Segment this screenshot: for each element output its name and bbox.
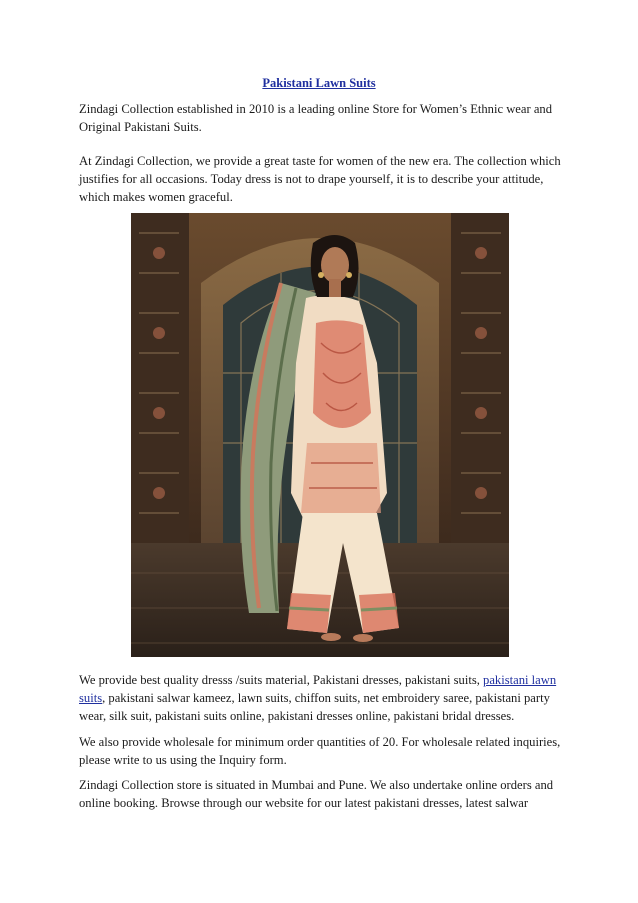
paragraph-store-location: Zindagi Collection store is situated in Mumbai and Pune. We also undertake online orders and online booking. Browse through our website for our latest pakistani dresses, latest salwar [79, 778, 554, 810]
paragraph-products [79, 671, 564, 725]
paragraph-intro: Zindagi Collection established in 2010 is a leading online Store for Women’s Ethnic wear and Original Pakistani Suits. [79, 102, 553, 134]
pakistani-lawn-suits-link[interactable]: pakistani lawn suits [79, 673, 557, 705]
title-link[interactable]: Pakistani Lawn Suits [262, 76, 376, 90]
products-text-after: , pakistani salwar kameez, lawn suits, chiffon suits, net embroidery saree, pakistani party wear, silk suit, pakistani suits online, pakistani dresses online, pakistani bridal dresses. [79, 691, 550, 723]
product-photo [131, 213, 509, 657]
products-text-before: We provide best quality dresss /suits material, Pakistani dresses, pakistani suits, [79, 673, 484, 687]
page-title [0, 76, 638, 91]
model-in-lawn-suit-image [131, 213, 509, 657]
paragraph-about: At Zindagi Collection, we provide a great taste for women of the new era. The collection which justifies for all occasions. Today dress is not to drape yourself, it is to describe your attitude, which makes women graceful. [79, 154, 561, 204]
paragraph-wholesale: We also provide wholesale for minimum order quantities of 20. For wholesale related inquiries, please write to us using the Inquiry form. [79, 735, 561, 767]
